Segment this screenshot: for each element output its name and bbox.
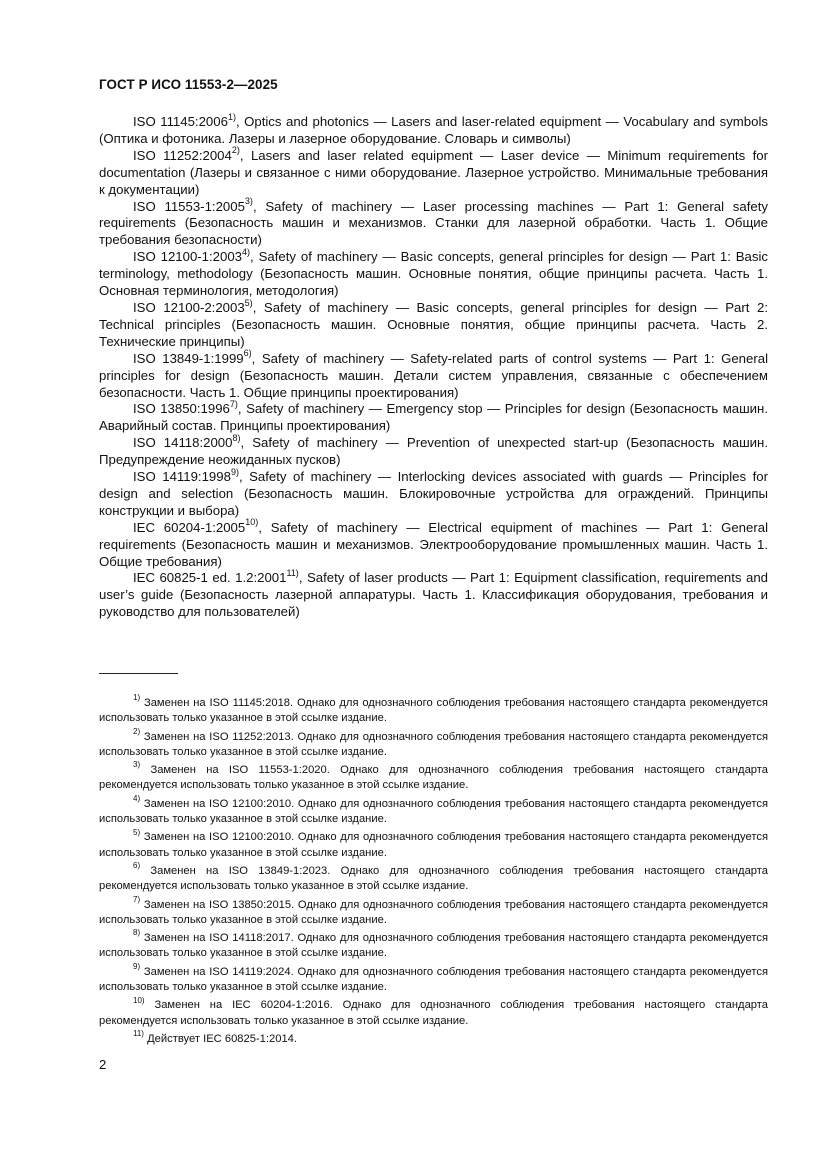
footnote: $^{7)}$ Заменен на ISO 13850:2015. Однако для однозначного соблюдения требования настоящего стандарта рекомендуется использовать только указанное в этой ссылке издание. bbox=[99, 894, 768, 926]
footnote: $^{5)}$ Заменен на ISO 12100:2010. Однако для однозначного соблюдения требования настоящего стандарта рекомендуется использовать только указанное в этой ссылке издание. bbox=[99, 827, 768, 859]
reference-entry: ISO 12100-1:2003$^{4)}$, Safety of machinery — Basic concepts, general principles for design — Part 1: Basic terminology, methodology (Безопасность машин. Основные понятия, общие принципы расчета. Часть 1. Основная терминология, методология) bbox=[99, 246, 769, 299]
footnote-mark: 9) bbox=[230, 466, 239, 477]
footnote-mark: 7) bbox=[229, 399, 238, 410]
footnote: $^{10)}$ Заменен на IEC 60204-1:2016. Однако для однозначного соблюдения требования настоящего стандарта рекомендуется использовать только указанное в этой ссылке издание. bbox=[99, 995, 768, 1027]
footnote-mark: 8) bbox=[232, 432, 241, 443]
footnotes bbox=[99, 693, 769, 1050]
footnote: $^{11)}$ Действует IEC 60825-1:2014. bbox=[133, 1029, 298, 1045]
footnote-mark: 11) bbox=[286, 568, 299, 579]
reference-entry: ISO 14119:1998$^{9)}$, Safety of machinery — Interlocking devices associated with guards — Principles for design and selection (Безопасность машин. Блокировочные устройства для ограждений. Принципы конструкции и выбора) bbox=[99, 466, 768, 518]
page-number: 2 bbox=[99, 1057, 107, 1072]
footnote-mark: 10) bbox=[245, 517, 259, 528]
footnote: $^{2)}$ Заменен на ISO 11252:2013. Однако для однозначного соблюдения требования настоящего стандарта рекомендуется использовать только указанное в этой ссылке издание. bbox=[99, 726, 769, 758]
reference-entry: ISO 13849-1:1999$^{6)}$, Safety of machinery — Safety-related parts of control systems — Part 1: General principles for design (Безопасность машин. Детали систем управления, связанные с обеспечением безопасности. Часть 1. Общие принципы проектирования) bbox=[99, 348, 769, 400]
footnote: $^{1)}$ Заменен на ISO 11145:2018. Однако для однозначного соблюдения требования настоящего стандарта рекомендуется использовать только указанное в этой ссылке издание. bbox=[99, 693, 768, 725]
reference-entry: ISO 11553-1:2005$^{3)}$, Safety of machinery — Laser processing machines — Part 1: General safety requirements (Безопасность машин и механизмов. Станки для лазерной обработки. Часть 1. Общие требования безопасности) bbox=[99, 196, 768, 248]
footnote: $^{9)}$ Заменен на ISO 14119:2024. Однако для однозначного соблюдения требования настоящего стандарта рекомендуется использовать только указанное в этой ссылке издание. bbox=[99, 962, 769, 994]
footnote-mark: 1) bbox=[227, 111, 236, 122]
footnote-mark: 4) bbox=[242, 246, 251, 257]
footnote-divider bbox=[99, 673, 178, 674]
reference-entry: ISO 11252:2004$^{2)}$, Lasers and laser related equipment — Laser device — Minimum requirements for documentation (Лазеры и связанное с ними оборудование. Лазерное устройство. Минимальные требования к документации) bbox=[99, 145, 768, 197]
footnote-mark: 3) bbox=[244, 196, 253, 207]
reference-entry: IEC 60825-1 ed. 1.2:2001$^{11)}$, Safety of laser products — Part 1: Equipment classification, requirements and user’s guide (Безопасность лазерной аппаратуры. Часть 1. Классификация оборудования, требования и руководство для пользователей) bbox=[99, 568, 768, 620]
footnote-mark: 5) bbox=[244, 297, 253, 308]
document-header: ГОСТ Р ИСО 11553-2—2025 bbox=[99, 77, 278, 92]
footnote: $^{3)}$ Заменен на ISO 11553-1:2020. Однако для однозначного соблюдения требования настоящего стандарта рекомендуется использовать только указанное в этой ссылке издание. bbox=[99, 760, 769, 792]
footnote: $^{6)}$ Заменен на ISO 13849-1:2023. Однако для однозначного соблюдения требования настоящего стандарта рекомендуется использовать только указанное в этой ссылке издание. bbox=[99, 861, 768, 893]
footnote-mark: 2) bbox=[231, 145, 240, 156]
normative-references bbox=[99, 111, 769, 621]
reference-entry: ISO 11145:2006$^{1)}$, Optics and photonics — Lasers and laser-related equipment — Vocabulary and symbols (Оптика и фотоника. Лазеры и лазерное оборудование. Словарь и символы) bbox=[99, 111, 768, 146]
footnote: $^{4)}$ Заменен на ISO 12100:2010. Однако для однозначного соблюдения требования настоящего стандарта рекомендуется использовать только указанное в этой ссылке издание. bbox=[99, 794, 768, 826]
footnote: $^{8)}$ Заменен на ISO 14118:2017. Однако для однозначного соблюдения требования настоящего стандарта рекомендуется использовать только указанное в этой ссылке издание. bbox=[99, 928, 769, 960]
reference-entry: ISO 12100-2:2003$^{5)}$, Safety of machinery — Basic concepts, general principles for design — Part 2: Technical principles (Безопасность машин. Основные понятия, общие принципы расчета. Часть 2. Технические принципы) bbox=[99, 297, 768, 349]
footnote-mark: 6) bbox=[243, 348, 252, 359]
reference-entry: ISO 13850:1996$^{7)}$, Safety of machinery — Emergency stop — Principles for design (Безопасность машин. Аварийный состав. Принципы проектирования) bbox=[99, 399, 768, 434]
reference-entry: ISO 14118:2000$^{8)}$, Safety of machinery — Prevention of unexpected start-up (Безопасность машин. Предупреждение неожиданных пусков) bbox=[99, 432, 768, 468]
reference-entry: IEC 60204-1:2005$^{10)}$, Safety of machinery — Electrical equipment of machines — Part 1: General requirements (Безопасность машин и механизмов. Электрооборудование промышленных машин. Часть 1. Общие требования) bbox=[99, 517, 769, 569]
